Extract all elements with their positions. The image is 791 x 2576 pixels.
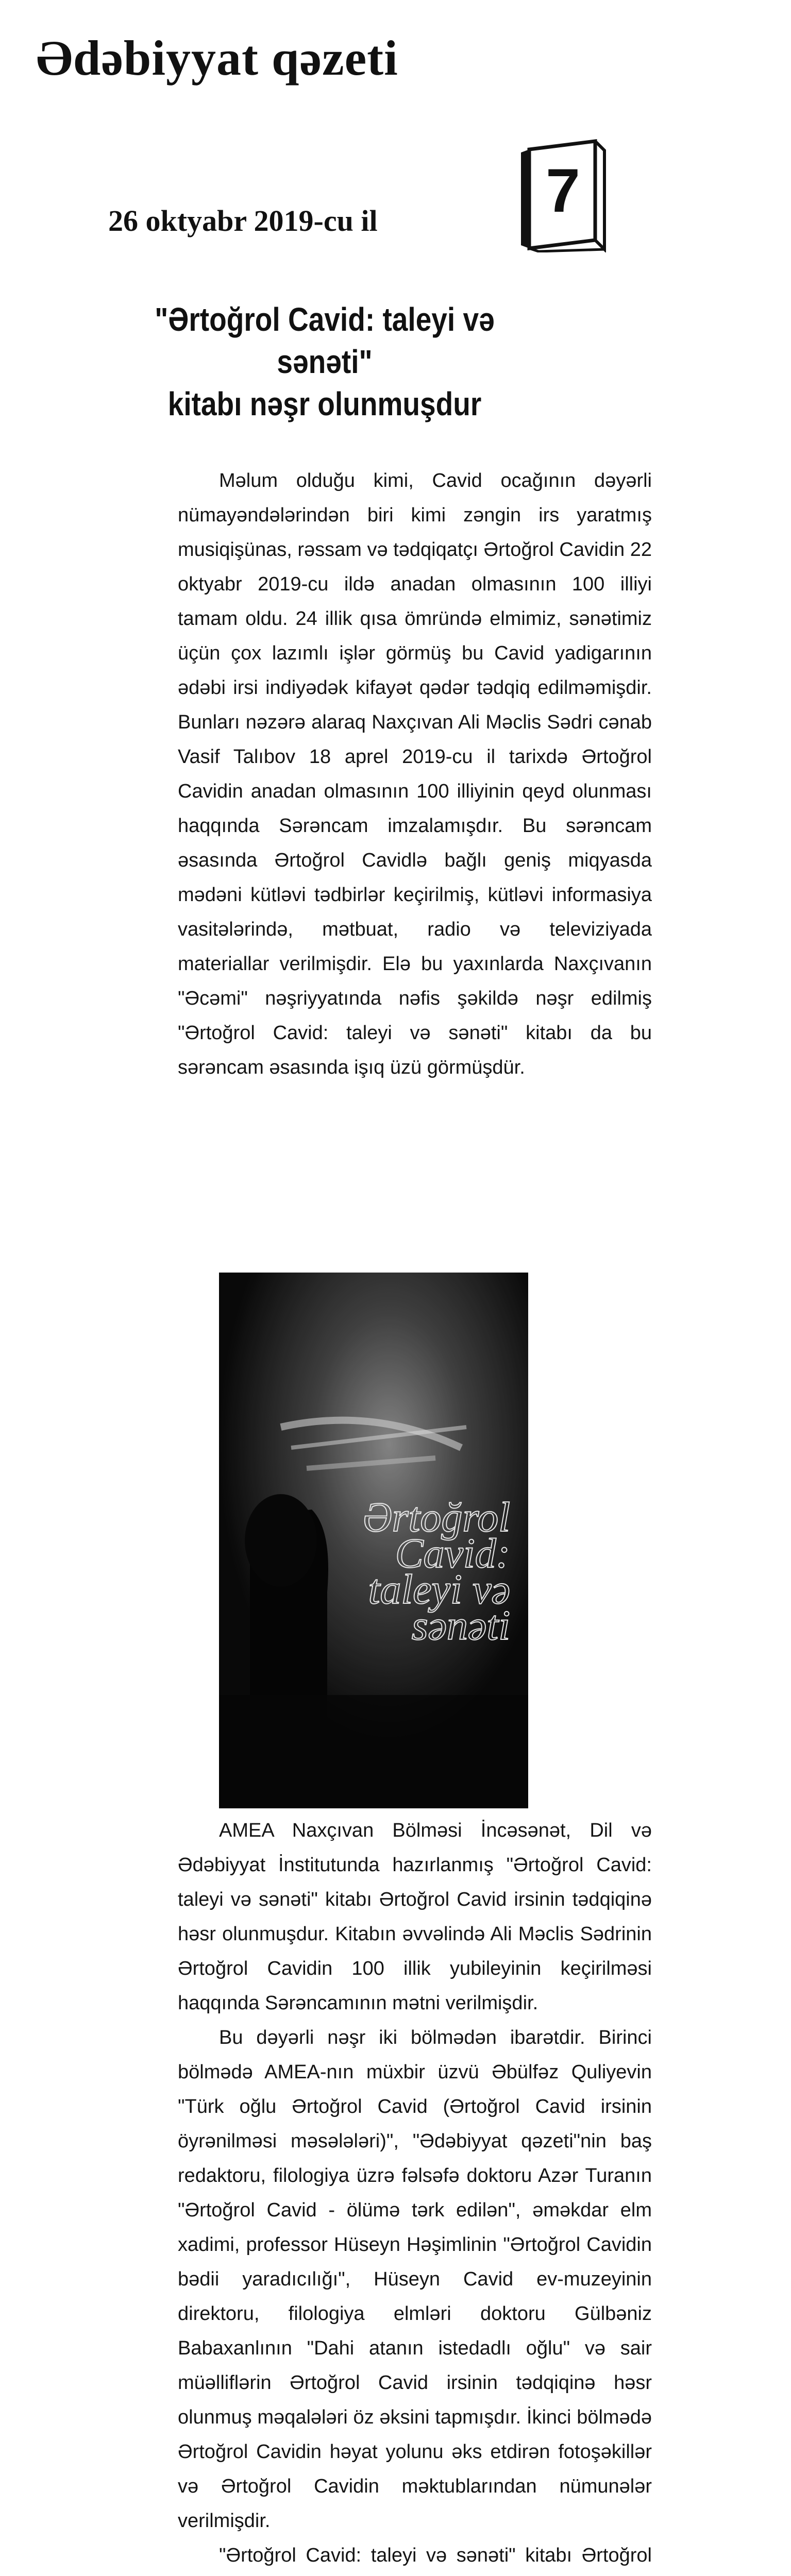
newspaper-masthead: Ədəbiyyat qəzeti: [36, 30, 398, 86]
cover-title-line: sənəti: [411, 1602, 510, 1649]
headline-line-2: kitabı nəşr olunmuşdur: [167, 385, 482, 422]
cover-title-line: Ərtoğrol: [362, 1494, 510, 1540]
page-number-badge: [518, 139, 608, 252]
issue-date: 26 oktyabr 2019-cu il: [108, 204, 378, 238]
cover-title-line: taleyi və: [368, 1566, 510, 1613]
book-cover-photo: [219, 1273, 528, 1808]
cover-title: [304, 1494, 510, 1649]
article-paragraph: Bu dəyərli nəşr iki bölmədən ibarətdir. Birinci bölmədə AMEA-nın müxbir üzvü Əbülfəz Quliyevin "Türk oğlu Ərtoğrol Cavid (Ərtoğrol Cavid irsinin öyrənilməsi məsələləri)", "Ədəbiyyat qəzeti"nin baş redaktoru, filologiya üzrə fəlsəfə doktoru Azər Turanın "Ərtoğrol Cavid - ölümə tərk edilən", əməkdar elm xadimi, professor Hüseyn Həşimlinin "Ərtoğrol Cavidin bədii yaradıcılığı", Hüseyn Cavid ev-muzeyinin direktoru, filologiya elmləri doktoru Gülbəniz Babaxanlının "Dahi atanın istedadlı oğlu" və sair müəlliflərin Ərtoğrol Cavid irsinin tədqiqinə həsr olunmuş məqalələri öz əksini tapmışdır. İkinci bölmədə Ərtoğrol Cavidin həyat yolunu əks etdirən fotoşəkillər və Ərtoğrol Cavidin məktublarından nümunələr verilmişdir.: [178, 2027, 652, 2532]
cover-title-line: Cavid:: [395, 1530, 510, 1577]
headline-line-1: "Ərtoğrol Cavid: taleyi və sənəti": [155, 301, 495, 380]
article-paragraph: Məlum olduğu kimi, Cavid ocağının dəyərli nümayəndələrindən biri kimi zəngin irs yaratmış musiqişünas, rəssam və tədqiqatçı Ərtoğrol Cavidin 22 oktyabr 2019-cu ildə anadan olmasının 100 illiyi tamam oldu. 24 illik qısa ömründə elmimiz, sənətimiz üçün çox lazımlı işlər görmüş bu Cavid yadigarının ədəbi irsi indiyədək kifayət qədər tədqiq edilməmişdir. Bunları nəzərə alaraq Naxçıvan Ali Məclis Sədri cənab Vasif Talıbov 18 aprel 2019-cu il tarixdə Ərtoğrol Cavidin anadan olmasının 100 illiyinin qeyd olunması haqqında Sərəncam imzalamışdır. Bu sərəncam əsasında Ərtoğrol Cavidlə bağlı geniş miqyasda mədəni kütləvi tədbirlər keçirilmiş, kütləvi informasiya vasitələrində, mətbuat, radio və televiziyada materiallar verilmişdir. Elə bu yaxınlarda Naxçıvanın "Əcəmi" nəşriyyatında nəfis şəkildə nəşr edilmiş "Ərtoğrol Cavid: taleyi və sənəti" kitabı da bu sərəncam əsasında işıq üzü görmüşdür.: [178, 470, 652, 1078]
article-body-top: [178, 464, 652, 1085]
article-paragraph: "Ərtoğrol Cavid: taleyi və sənəti" kitabı Ərtoğrol: [219, 2545, 652, 2566]
article-body-bottom: [178, 1814, 652, 2576]
article-headline: [134, 299, 515, 426]
article-paragraph: AMEA Naxçıvan Bölməsi İncəsənət, Dil və Ədəbiyyat İnstitutunda hazırlanmış "Ərtoğrol Cavid: taleyi və sənəti" kitabı Ərtoğrol Cavid irsinin tədqiqinə həsr olunmuşdur. Kitabın əvvəlində Ali Məclis Sədrinin Ərtoğrol Cavidin 100 illik yubileyinin keçirilməsi haqqında Sərəncamının mətni verilmişdir.: [178, 1820, 652, 2014]
page-number: 7: [546, 156, 580, 225]
